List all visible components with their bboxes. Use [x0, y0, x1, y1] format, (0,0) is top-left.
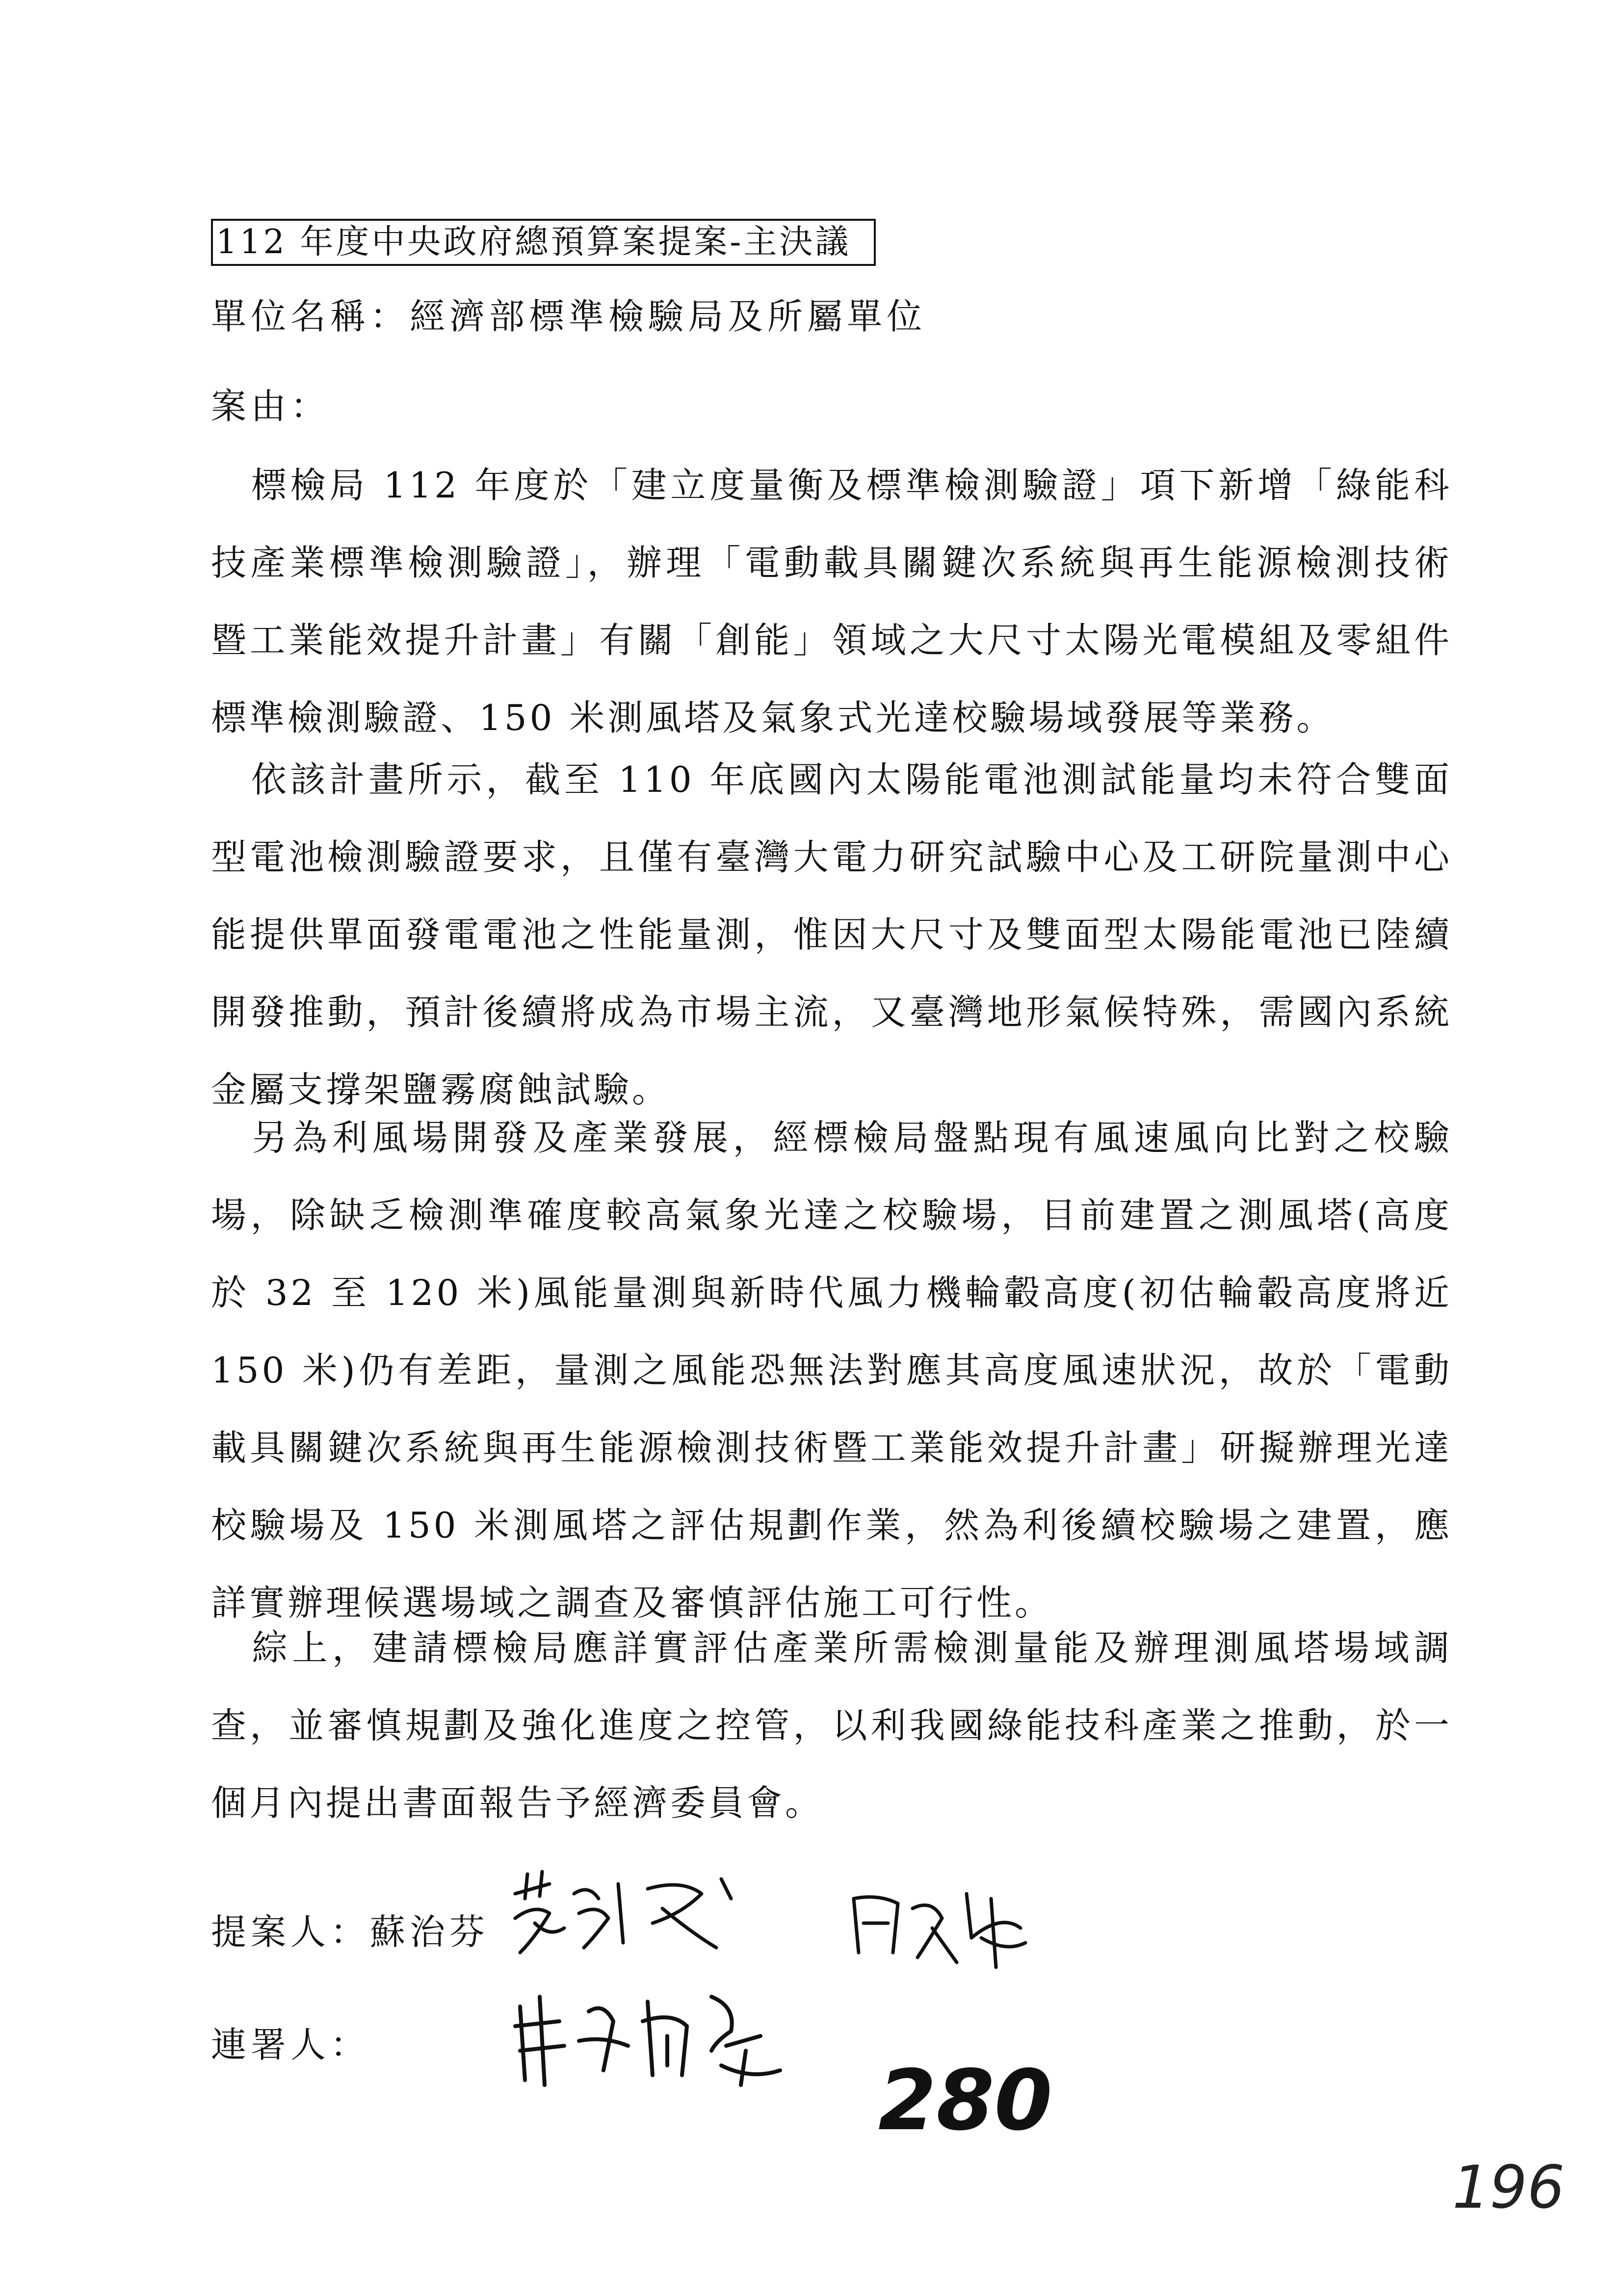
paragraph-1-text: 標檢局 112 年度於「建立度量衡及標準檢測驗證」項下新增「綠能科技產業標準檢測驗證」，辦理「電動載具關鍵次系統與再生能源檢測技術暨工業能效提升計畫」有關「創能」領域之大尺寸太陽光電模組及零組件標準檢測驗證、150 米測風塔及氣象式光達校驗場域發展等業務。 — [211, 465, 1452, 738]
paragraph-4-text: 綜上，建請標檢局應詳實評估產業所需檢測量能及辦理測風塔場域調查，並審慎規劃及強化進度之控管，以利我國綠能技科產業之推動，於一個月內提出書面報告予經濟委員會。 — [211, 1627, 1452, 1824]
proposer-label: 提案人：蘇治芬 — [211, 1911, 490, 1953]
case-cause-label: 案由： — [211, 386, 331, 427]
paragraph-3-text: 另為利風場開發及產業發展，經標檢局盤點現有風速風向比對之校驗場，除缺乏檢測準確度較高氣象光達之校驗場，目前建置之測風塔(高度於 32 至 120 米)風能量測與新時代風力機輪轂高度(初估輪轂高度將近 150 米)仍有差距，量測之風能恐無法對應其高度風速狀況，故於「電動載具關鍵次系統與再生能源檢測技術暨工業能效提升計畫」研擬辦理光達校驗場及 150 米測風塔之評估規劃作業，然為利後續校驗場之建置，應詳實辦理候選場域之調查及審慎評估施工可行性。 — [211, 1117, 1452, 1623]
paragraph-2-text: 依該計畫所示，截至 110 年底國內太陽能電池測試能量均未符合雙面型電池檢測驗證要求，且僅有臺灣大電力研究試驗中心及工研院量測中心能提供單面發電電池之性能量測，惟因大尺寸及雙面型太陽能電池已陸續開發推動，預計後續將成為市場主流，又臺灣地形氣候特殊，需國內系統金屬支撐架鹽霧腐蝕試驗。 — [211, 759, 1452, 1110]
paragraph-1 — [211, 446, 1452, 757]
cosigner-label: 連署人： — [211, 2024, 370, 2065]
cosigner-signature-1 — [844, 1879, 1040, 1972]
page-number — [1447, 2149, 1575, 2227]
document-title: 112 年度中央政府總預算案提案-主決議 — [211, 219, 876, 266]
unit-name-line: 單位名稱：經濟部標準檢驗局及所屬單位 — [211, 296, 927, 337]
handwritten-number-text: 280 — [878, 2052, 1052, 2149]
cosigner-signature-2 — [505, 1982, 800, 2095]
page-number-text: 196 — [1452, 2154, 1565, 2222]
proposer-signature — [505, 1864, 760, 1967]
paragraph-3 — [211, 1099, 1452, 1642]
paragraph-2 — [211, 741, 1452, 1128]
handwritten-number-280 — [873, 2052, 1052, 2149]
paragraph-4 — [211, 1609, 1452, 1842]
